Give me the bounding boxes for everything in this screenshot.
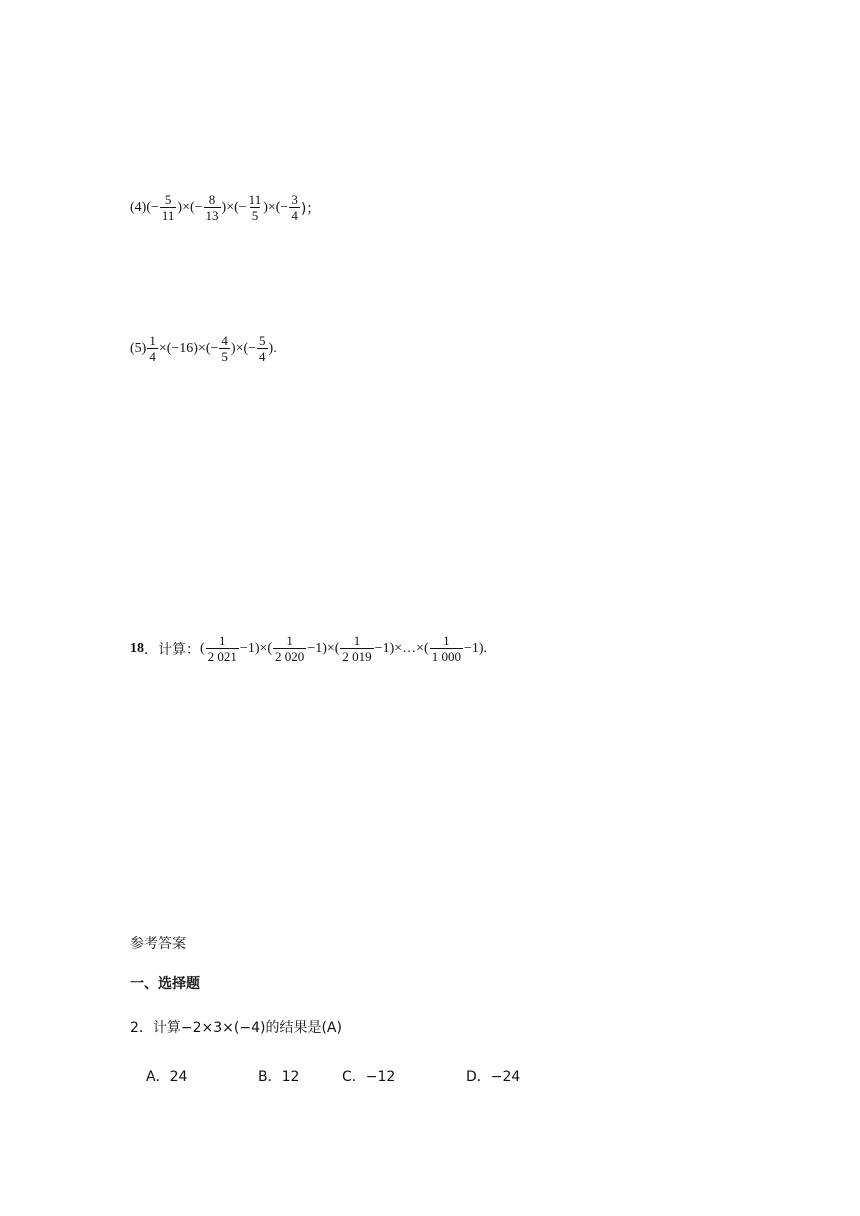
fraction: $\frac{3}{4}$ [291, 192, 298, 223]
answers-heading: 参考答案 [130, 936, 186, 952]
fraction: $\frac{1}{2 021}$ [207, 633, 237, 664]
fraction: $\frac{8}{13}$ [205, 192, 219, 223]
option-b: B．12 [258, 1069, 300, 1085]
problem-4-label: (4) [130, 199, 147, 215]
problem-18-prompt: 计算： [158, 641, 200, 658]
fraction: $\frac{5}{4}$ [259, 333, 266, 364]
fraction: $\frac{1}{1 000}$ [431, 633, 461, 664]
problem-18-number: 18 [130, 640, 144, 656]
fraction: $\frac{11}{5}$ [248, 192, 262, 223]
fraction: $\frac{1}{2 019}$ [342, 633, 372, 664]
section-heading: 一、选择题 [130, 976, 200, 992]
option-a: A．24 [146, 1069, 188, 1085]
problem-5-label: (5) [130, 340, 147, 356]
fraction: $\frac{5}{11}$ [161, 192, 175, 223]
fraction: $\frac{1}{4}$ [149, 333, 156, 364]
option-c: C．−12 [342, 1069, 396, 1085]
fraction: $\frac{4}{5}$ [221, 333, 228, 364]
problem-4: (4) (− $\frac{5}{11}$ )× (− $\frac{8}{13}$ )× (− $\frac{11}{5}$ )× (− $\frac{3}{4}$ )； [130, 192, 321, 223]
problem-18: 18 ． 计算： ( $\frac{1}{2 021}$ −1)× ( $\frac{1}{2 020}$ −1)× ( $\frac{1}{2 019}$ −1)×…× ( $\frac{1}{1 000}$ −1). [130, 633, 488, 664]
option-d: D．−24 [466, 1069, 521, 1085]
question-2: 2．计算−2×3×(−4)的结果是(A) [130, 1020, 342, 1036]
fraction: $\frac{1}{2 020}$ [275, 633, 305, 664]
problem-5: (5) $\frac{1}{4}$ ×(−16)×(− $\frac{4}{5}$ )×(− $\frac{5}{4}$ ). [130, 333, 277, 364]
